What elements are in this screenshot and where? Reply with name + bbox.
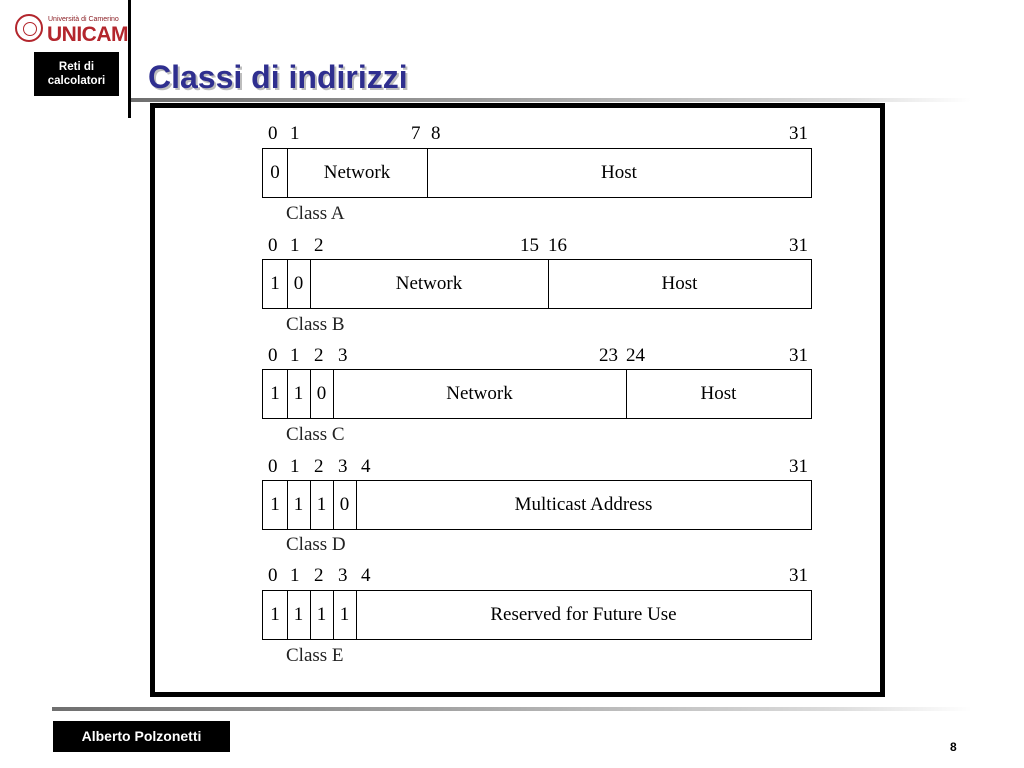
field-cell: 1 bbox=[310, 591, 334, 639]
host-field: Host bbox=[601, 162, 637, 183]
bit-number: 1 bbox=[290, 456, 300, 477]
bit-number: 1 bbox=[290, 123, 300, 144]
footer-divider bbox=[52, 707, 972, 711]
class-b-address-row bbox=[262, 259, 812, 309]
unicam-logo bbox=[15, 14, 128, 46]
bit-number: 0 bbox=[268, 235, 278, 256]
class-d-address-row bbox=[262, 480, 812, 530]
class-c-address-row bbox=[262, 369, 812, 419]
field-cell: 0 bbox=[310, 370, 334, 418]
bit-number: 4 bbox=[361, 565, 371, 586]
class-a-address-row bbox=[262, 148, 812, 198]
bit-number: 1 bbox=[290, 565, 300, 586]
bit-number: 3 bbox=[338, 456, 348, 477]
network-field: Network bbox=[310, 260, 549, 308]
bit-number: 15 bbox=[520, 235, 539, 256]
bit-number: 3 bbox=[338, 565, 348, 586]
class-label: Class E bbox=[286, 645, 344, 666]
bit-number: 31 bbox=[789, 123, 808, 144]
bit-number: 2 bbox=[314, 345, 324, 366]
host-field: Host bbox=[700, 383, 737, 404]
field-cell: 1 bbox=[263, 370, 288, 418]
bit-number: 2 bbox=[314, 456, 324, 477]
multicast-address-field: Multicast Address bbox=[514, 494, 653, 515]
field-cell: 1 bbox=[333, 591, 357, 639]
class-label: Class D bbox=[286, 534, 346, 555]
field-cell: 1 bbox=[263, 260, 288, 308]
network-field: Network bbox=[287, 149, 428, 197]
slide-title: Classi di indirizzi bbox=[148, 59, 408, 95]
bit-number: 2 bbox=[314, 235, 324, 256]
field-cell: 1 bbox=[287, 481, 311, 529]
field-cell: 1 bbox=[287, 591, 311, 639]
bit-number: 1 bbox=[290, 235, 300, 256]
field-cell: 0 bbox=[287, 260, 311, 308]
field-cell: 1 bbox=[287, 370, 311, 418]
class-label: Class C bbox=[286, 424, 345, 445]
bit-number: 0 bbox=[268, 123, 278, 144]
bit-number: 31 bbox=[789, 565, 808, 586]
bit-number: 31 bbox=[789, 456, 808, 477]
bit-number: 2 bbox=[314, 565, 324, 586]
field-cell: 1 bbox=[263, 481, 288, 529]
course-badge: Reti di calcolatori bbox=[34, 52, 119, 96]
logo-wordmark: UNICAM bbox=[47, 23, 128, 46]
bit-number: 8 bbox=[431, 123, 441, 144]
bit-number: 0 bbox=[268, 456, 278, 477]
author-badge: Alberto Polzonetti bbox=[53, 721, 230, 752]
bit-number: 23 bbox=[599, 345, 618, 366]
bit-number: 16 bbox=[548, 235, 567, 256]
bit-number: 0 bbox=[268, 565, 278, 586]
host-field: Host bbox=[661, 273, 698, 294]
class-e-address-row bbox=[262, 590, 812, 640]
field-cell: 0 bbox=[333, 481, 357, 529]
network-field: Network bbox=[333, 370, 627, 418]
logo-university-name: Università di Camerino bbox=[48, 16, 119, 23]
bit-number: 0 bbox=[268, 345, 278, 366]
bit-number: 1 bbox=[290, 345, 300, 366]
bit-number: 7 bbox=[411, 123, 421, 144]
university-seal-icon bbox=[15, 14, 43, 42]
class-label: Class B bbox=[286, 314, 345, 335]
class-label: Class A bbox=[286, 203, 345, 224]
bit-number: 31 bbox=[789, 235, 808, 256]
page-number: 8 bbox=[950, 740, 957, 754]
bit-number: 24 bbox=[626, 345, 645, 366]
bit-number: 31 bbox=[789, 345, 808, 366]
title-divider bbox=[131, 98, 971, 102]
bit-number: 4 bbox=[361, 456, 371, 477]
field-cell: 1 bbox=[263, 591, 288, 639]
reserved-field: Reserved for Future Use bbox=[490, 604, 677, 625]
field-cell: 1 bbox=[310, 481, 334, 529]
field-cell: 0 bbox=[263, 149, 288, 197]
bit-number: 3 bbox=[338, 345, 348, 366]
